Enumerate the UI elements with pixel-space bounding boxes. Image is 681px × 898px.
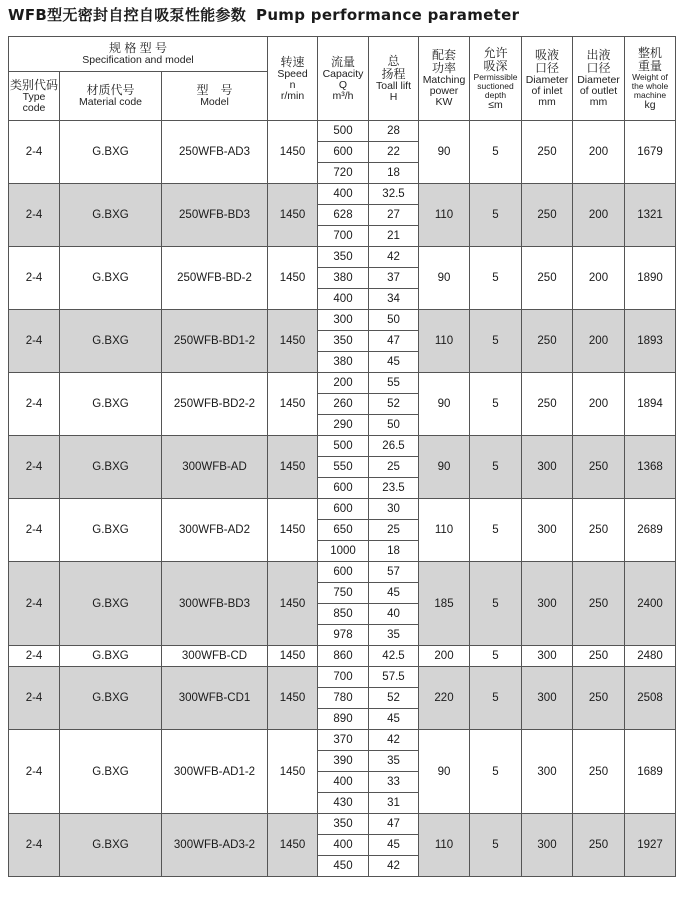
cell-weight: 1893 xyxy=(625,310,676,373)
cell-capacity: 850 xyxy=(318,604,369,625)
cell-outlet: 250 xyxy=(573,562,625,646)
cell-lift: 21 xyxy=(369,226,419,247)
cell-weight: 2689 xyxy=(625,499,676,562)
cell-material: G.BXG xyxy=(60,121,162,184)
cell-capacity: 300 xyxy=(318,310,369,331)
header-model-en: Model xyxy=(200,96,229,108)
cell-lift: 57 xyxy=(369,562,419,583)
header-power-unit: KW xyxy=(435,96,453,108)
cell-outlet: 250 xyxy=(573,499,625,562)
cell-lift: 47 xyxy=(369,814,419,835)
cell-material: G.BXG xyxy=(60,667,162,730)
header-type-code-cn: 类别代码 xyxy=(9,77,58,92)
header-lift-sym: H xyxy=(389,90,398,103)
header-capacity-cn: 流量 xyxy=(330,54,355,69)
cell-weight: 1927 xyxy=(625,814,676,877)
cell-speed: 1450 xyxy=(268,814,318,877)
cell-material: G.BXG xyxy=(60,184,162,247)
cell-lift: 37 xyxy=(369,268,419,289)
header-outlet-en1: Diameter xyxy=(577,74,620,86)
cell-suction: 5 xyxy=(470,499,522,562)
header-outlet-unit: mm xyxy=(589,96,608,108)
cell-lift: 35 xyxy=(369,751,419,772)
cell-type: 2-4 xyxy=(9,121,60,184)
cell-lift: 25 xyxy=(369,520,419,541)
cell-lift: 28 xyxy=(369,121,419,142)
header-suction-cn2: 吸深 xyxy=(483,58,508,73)
cell-suction: 5 xyxy=(470,436,522,499)
cell-inlet: 300 xyxy=(522,667,573,730)
cell-model: 250WFB-BD-2 xyxy=(162,247,268,310)
cell-speed: 1450 xyxy=(268,730,318,814)
cell-lift: 23.5 xyxy=(369,478,419,499)
header-weight-cn1: 整机 xyxy=(637,45,662,60)
header-outlet-en2: of outlet xyxy=(579,85,618,97)
cell-inlet: 300 xyxy=(522,730,573,814)
cell-power: 200 xyxy=(419,646,470,667)
cell-weight: 1368 xyxy=(625,436,676,499)
header-outlet-cn1: 出液 xyxy=(586,48,611,62)
cell-capacity: 650 xyxy=(318,520,369,541)
cell-speed: 1450 xyxy=(268,436,318,499)
cell-lift: 55 xyxy=(369,373,419,394)
header-speed xyxy=(268,37,318,121)
cell-model: 300WFB-AD xyxy=(162,436,268,499)
cell-outlet: 250 xyxy=(573,436,625,499)
cell-capacity: 400 xyxy=(318,184,369,205)
header-power-en2: power xyxy=(429,85,459,97)
cell-suction: 5 xyxy=(470,121,522,184)
header-inlet-unit: mm xyxy=(538,96,556,108)
table-row xyxy=(9,310,676,331)
cell-capacity: 600 xyxy=(318,562,369,583)
header-capacity xyxy=(318,37,369,121)
cell-lift: 32.5 xyxy=(369,184,419,205)
page-title xyxy=(8,4,519,26)
table-row xyxy=(9,730,676,751)
cell-lift: 25 xyxy=(369,457,419,478)
cell-lift: 42 xyxy=(369,247,419,268)
header-capacity-sym: Q xyxy=(338,78,348,91)
cell-power: 110 xyxy=(419,499,470,562)
cell-weight: 2480 xyxy=(625,646,676,667)
cell-lift: 47 xyxy=(369,331,419,352)
cell-capacity: 260 xyxy=(318,394,369,415)
header-weight-en2: the whole xyxy=(631,80,669,91)
cell-power: 90 xyxy=(419,373,470,436)
cell-type: 2-4 xyxy=(9,499,60,562)
cell-capacity: 890 xyxy=(318,709,369,730)
cell-inlet: 250 xyxy=(522,247,573,310)
header-inlet-cn2: 口径 xyxy=(534,61,559,75)
cell-weight: 2400 xyxy=(625,562,676,646)
cell-lift: 27 xyxy=(369,205,419,226)
cell-capacity: 700 xyxy=(318,226,369,247)
cell-inlet: 300 xyxy=(522,499,573,562)
cell-lift: 18 xyxy=(369,163,419,184)
table-row xyxy=(9,436,676,457)
header-type-code xyxy=(9,72,60,121)
cell-type: 2-4 xyxy=(9,646,60,667)
cell-inlet: 300 xyxy=(522,562,573,646)
header-suction xyxy=(470,37,522,121)
cell-outlet: 200 xyxy=(573,184,625,247)
cell-model: 250WFB-BD1-2 xyxy=(162,310,268,373)
cell-power: 90 xyxy=(419,121,470,184)
header-suction-cn1: 允许 xyxy=(483,45,508,60)
cell-power: 110 xyxy=(419,310,470,373)
header-type-code-en1: Type xyxy=(22,90,46,103)
cell-lift: 42.5 xyxy=(369,646,419,667)
cell-lift: 26.5 xyxy=(369,436,419,457)
cell-capacity: 600 xyxy=(318,499,369,520)
table-row xyxy=(9,562,676,583)
cell-weight: 1689 xyxy=(625,730,676,814)
cell-capacity: 350 xyxy=(318,814,369,835)
cell-capacity: 290 xyxy=(318,415,369,436)
cell-capacity: 700 xyxy=(318,667,369,688)
cell-lift: 45 xyxy=(369,352,419,373)
header-weight-en3: machine xyxy=(633,89,667,100)
cell-capacity: 390 xyxy=(318,751,369,772)
cell-lift: 33 xyxy=(369,772,419,793)
cell-lift: 45 xyxy=(369,835,419,856)
cell-inlet: 300 xyxy=(522,814,573,877)
cell-outlet: 250 xyxy=(573,646,625,667)
cell-model: 300WFB-AD2 xyxy=(162,499,268,562)
cell-suction: 5 xyxy=(470,814,522,877)
cell-capacity: 380 xyxy=(318,268,369,289)
cell-material: G.BXG xyxy=(60,310,162,373)
cell-lift: 52 xyxy=(369,394,419,415)
cell-type: 2-4 xyxy=(9,436,60,499)
cell-model: 250WFB-BD2-2 xyxy=(162,373,268,436)
cell-speed: 1450 xyxy=(268,646,318,667)
table-body xyxy=(9,121,676,877)
cell-speed: 1450 xyxy=(268,373,318,436)
title-cn: WFB型无密封自控自吸泵性能参数 xyxy=(8,6,247,24)
cell-lift: 50 xyxy=(369,310,419,331)
cell-inlet: 250 xyxy=(522,121,573,184)
cell-lift: 45 xyxy=(369,583,419,604)
header-power-cn1: 配套 xyxy=(431,48,456,62)
header-suction-en2: suctioned xyxy=(477,80,514,91)
cell-lift: 45 xyxy=(369,709,419,730)
cell-outlet: 200 xyxy=(573,247,625,310)
cell-lift: 18 xyxy=(369,541,419,562)
cell-model: 300WFB-AD3-2 xyxy=(162,814,268,877)
cell-power: 90 xyxy=(419,730,470,814)
cell-capacity: 1000 xyxy=(318,541,369,562)
cell-type: 2-4 xyxy=(9,247,60,310)
cell-capacity: 400 xyxy=(318,289,369,310)
cell-type: 2-4 xyxy=(9,730,60,814)
cell-suction: 5 xyxy=(470,646,522,667)
cell-capacity: 370 xyxy=(318,730,369,751)
cell-material: G.BXG xyxy=(60,247,162,310)
header-weight-unit: kg xyxy=(644,98,656,111)
header-lift-cn2: 扬程 xyxy=(381,66,406,81)
cell-power: 90 xyxy=(419,247,470,310)
cell-suction: 5 xyxy=(470,562,522,646)
cell-capacity: 500 xyxy=(318,436,369,457)
cell-capacity: 450 xyxy=(318,856,369,877)
cell-capacity: 380 xyxy=(318,352,369,373)
header-speed-sym: n xyxy=(289,78,296,91)
cell-power: 90 xyxy=(419,436,470,499)
header-weight xyxy=(625,37,676,121)
cell-lift: 42 xyxy=(369,856,419,877)
cell-outlet: 250 xyxy=(573,667,625,730)
cell-type: 2-4 xyxy=(9,667,60,730)
cell-outlet: 200 xyxy=(573,121,625,184)
header-spec-cn: 规 格 型 号 xyxy=(108,41,167,55)
header-suction-unit: ≤m xyxy=(488,98,503,111)
table-row xyxy=(9,814,676,835)
table-row xyxy=(9,499,676,520)
header-lift-cn1: 总 xyxy=(387,53,400,68)
cell-outlet: 250 xyxy=(573,814,625,877)
cell-lift: 34 xyxy=(369,289,419,310)
cell-capacity: 780 xyxy=(318,688,369,709)
cell-lift: 31 xyxy=(369,793,419,814)
header-capacity-unit: m³/h xyxy=(332,89,354,102)
table-row xyxy=(9,646,676,667)
cell-material: G.BXG xyxy=(60,814,162,877)
cell-lift: 57.5 xyxy=(369,667,419,688)
cell-weight: 1894 xyxy=(625,373,676,436)
cell-weight: 2508 xyxy=(625,667,676,730)
cell-weight: 1679 xyxy=(625,121,676,184)
cell-outlet: 200 xyxy=(573,310,625,373)
header-suction-en3: depth xyxy=(484,89,507,100)
cell-power: 110 xyxy=(419,814,470,877)
cell-capacity: 978 xyxy=(318,625,369,646)
header-model-cn: 型 号 xyxy=(196,83,233,97)
cell-capacity: 430 xyxy=(318,793,369,814)
cell-inlet: 250 xyxy=(522,184,573,247)
cell-power: 110 xyxy=(419,184,470,247)
cell-speed: 1450 xyxy=(268,667,318,730)
cell-suction: 5 xyxy=(470,730,522,814)
cell-speed: 1450 xyxy=(268,247,318,310)
cell-model: 250WFB-BD3 xyxy=(162,184,268,247)
cell-capacity: 720 xyxy=(318,163,369,184)
header-inlet-en1: Diameter xyxy=(525,74,569,86)
header-inlet-cn1: 吸液 xyxy=(534,48,559,62)
cell-material: G.BXG xyxy=(60,730,162,814)
cell-inlet: 250 xyxy=(522,310,573,373)
cell-capacity: 350 xyxy=(318,247,369,268)
cell-outlet: 200 xyxy=(573,373,625,436)
cell-lift: 42 xyxy=(369,730,419,751)
header-speed-en: Speed xyxy=(277,67,308,80)
cell-speed: 1450 xyxy=(268,310,318,373)
cell-speed: 1450 xyxy=(268,499,318,562)
header-material xyxy=(60,72,162,121)
cell-capacity: 350 xyxy=(318,331,369,352)
cell-model: 300WFB-AD1-2 xyxy=(162,730,268,814)
header-inlet xyxy=(522,37,573,121)
table-row xyxy=(9,247,676,268)
cell-weight: 1321 xyxy=(625,184,676,247)
cell-capacity: 600 xyxy=(318,478,369,499)
table-row xyxy=(9,184,676,205)
header-speed-cn: 转速 xyxy=(280,54,305,69)
title-en: Pump performance parameter xyxy=(256,6,520,24)
header-lift xyxy=(369,37,419,121)
header-outlet xyxy=(573,37,625,121)
cell-suction: 5 xyxy=(470,184,522,247)
table-header xyxy=(9,37,676,121)
cell-inlet: 300 xyxy=(522,646,573,667)
cell-model: 300WFB-BD3 xyxy=(162,562,268,646)
cell-lift: 30 xyxy=(369,499,419,520)
header-model xyxy=(162,72,268,121)
header-lift-en: Toall lift xyxy=(375,79,411,92)
cell-material: G.BXG xyxy=(60,499,162,562)
cell-material: G.BXG xyxy=(60,646,162,667)
cell-lift: 40 xyxy=(369,604,419,625)
header-material-en: Material code xyxy=(78,96,143,108)
cell-type: 2-4 xyxy=(9,373,60,436)
header-weight-en1: Weight of xyxy=(632,71,668,82)
cell-capacity: 400 xyxy=(318,835,369,856)
cell-lift: 35 xyxy=(369,625,419,646)
cell-weight: 1890 xyxy=(625,247,676,310)
cell-inlet: 250 xyxy=(522,373,573,436)
header-power-en1: Matching xyxy=(422,74,466,86)
header-inlet-en2: of inlet xyxy=(531,85,563,97)
table-row xyxy=(9,667,676,688)
cell-suction: 5 xyxy=(470,667,522,730)
cell-type: 2-4 xyxy=(9,310,60,373)
header-speed-unit: r/min xyxy=(280,89,305,102)
cell-suction: 5 xyxy=(470,310,522,373)
cell-speed: 1450 xyxy=(268,121,318,184)
cell-capacity: 860 xyxy=(318,646,369,667)
cell-material: G.BXG xyxy=(60,436,162,499)
cell-type: 2-4 xyxy=(9,184,60,247)
header-outlet-cn2: 口径 xyxy=(586,61,611,75)
cell-inlet: 300 xyxy=(522,436,573,499)
cell-lift: 52 xyxy=(369,688,419,709)
cell-capacity: 628 xyxy=(318,205,369,226)
cell-suction: 5 xyxy=(470,247,522,310)
cell-suction: 5 xyxy=(470,373,522,436)
cell-capacity: 500 xyxy=(318,121,369,142)
header-capacity-en: Capacity xyxy=(322,67,364,80)
cell-capacity: 600 xyxy=(318,142,369,163)
cell-model: 300WFB-CD1 xyxy=(162,667,268,730)
cell-material: G.BXG xyxy=(60,562,162,646)
cell-model: 300WFB-CD xyxy=(162,646,268,667)
header-spec-en: Specification and model xyxy=(82,54,194,66)
performance-table xyxy=(8,36,676,877)
cell-speed: 1450 xyxy=(268,184,318,247)
cell-type: 2-4 xyxy=(9,814,60,877)
cell-capacity: 550 xyxy=(318,457,369,478)
table-row xyxy=(9,373,676,394)
header-suction-en1: Permissible xyxy=(473,71,518,82)
header-power-cn2: 功率 xyxy=(431,61,456,75)
cell-lift: 50 xyxy=(369,415,419,436)
cell-capacity: 200 xyxy=(318,373,369,394)
cell-capacity: 400 xyxy=(318,772,369,793)
table-row xyxy=(9,121,676,142)
cell-power: 185 xyxy=(419,562,470,646)
cell-type: 2-4 xyxy=(9,562,60,646)
cell-model: 250WFB-AD3 xyxy=(162,121,268,184)
cell-power: 220 xyxy=(419,667,470,730)
header-power xyxy=(419,37,470,121)
cell-capacity: 750 xyxy=(318,583,369,604)
cell-material: G.BXG xyxy=(60,373,162,436)
header-weight-cn2: 重量 xyxy=(637,58,662,73)
cell-lift: 22 xyxy=(369,142,419,163)
header-spec xyxy=(9,37,268,72)
cell-speed: 1450 xyxy=(268,562,318,646)
header-material-cn: 材质代号 xyxy=(86,83,135,97)
cell-outlet: 250 xyxy=(573,730,625,814)
header-type-code-en2: code xyxy=(22,101,46,114)
